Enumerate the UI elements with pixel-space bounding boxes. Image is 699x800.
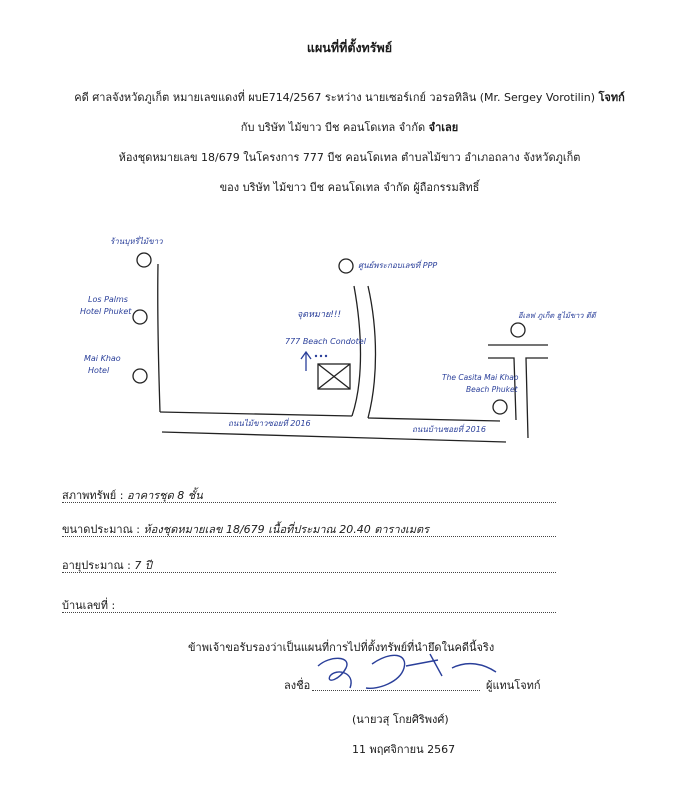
main-road-upper-left — [160, 412, 352, 416]
label-top-left-shop: ร้านบุหรี่ไม้ขาว — [110, 237, 163, 246]
center-road-right-edge — [368, 286, 376, 418]
defendant-text: กับ บริษัท ไม้ขาว บีช คอนโดเทล จำกัด — [240, 121, 426, 134]
certification-text: ข้าพเจ้าขอรับรองว่าเป็นแผนที่การไปที่ตั้งทรัพย์ที่นำยึดในคดีนี้จริง — [188, 641, 495, 654]
document-title: แผนที่ที่ตั้งทรัพย์ — [306, 40, 393, 55]
property-type-label: สภาพทรัพย์ : — [62, 489, 124, 502]
signer-name: (นายวสุ โกยศิริพงศ์) — [352, 713, 449, 726]
signature-icon — [318, 654, 496, 688]
document-date: 11 พฤศจิกายน 2567 — [352, 743, 456, 756]
plaintiff-role: โจทก์ — [598, 91, 625, 104]
center-road-left-edge — [352, 286, 361, 416]
casita-marker — [493, 400, 507, 414]
top-center-marker — [339, 259, 353, 273]
dot-icon — [320, 355, 322, 357]
label-casita-2: Beach Phuket — [466, 385, 518, 394]
label-road-right: ถนนบ้านซอยที่ 2016 — [412, 425, 486, 434]
los-palms-marker — [133, 310, 147, 324]
label-mai-khao-2: Hotel — [88, 366, 110, 375]
case-text: คดี ศาลจังหวัดภูเก็ต หมายเลขแดงที่ ผบE714/2567 ระหว่าง นายเซอร์เกย์ วอรอทิลิน (Mr. Sergey Vorotilin) — [74, 91, 595, 104]
label-mai-khao-1: Mai Khao — [84, 354, 121, 363]
property-type-dotline — [62, 502, 556, 503]
age-label: อายุประมาณ : — [62, 559, 131, 572]
main-road-upper-right — [368, 418, 500, 421]
label-los-palms-1: Los Palms — [88, 295, 128, 304]
shop-marker — [137, 253, 151, 267]
size-dotline — [62, 536, 556, 537]
mai-khao-hotel-marker — [133, 369, 147, 383]
label-top-center: ศูนย์พระกอบเลขที่ PPP — [358, 261, 438, 270]
signer-role: ผู้แทนโจทก์ — [486, 679, 541, 692]
age-dotline — [62, 572, 556, 573]
age-value: 7 ปี — [134, 559, 152, 572]
left-road-edge — [158, 264, 160, 412]
dot-icon — [315, 355, 317, 357]
unit-location-line: ห้องชุดหมายเลข 18/679 ในโครงการ 777 บีช คอนโดเทล ตำบลไม้ขาว อำเภอถลาง จังหวัดภูเก็ต — [118, 151, 581, 164]
right-road-right-edge — [526, 358, 548, 438]
signature-dotline — [312, 690, 480, 691]
label-target-2: 777 Beach Condotel — [285, 337, 366, 346]
target-building-cross — [318, 364, 350, 389]
property-type-value: อาคารชุด 8 ชั้น — [126, 489, 203, 502]
size-value: ห้องชุดหมายเลข 18/679 เนื้อที่ประมาณ 20.40 ตารางเมตร — [143, 523, 430, 536]
house-number-label: บ้านเลขที่ : — [62, 599, 116, 612]
sign-label: ลงชื่อ — [284, 679, 311, 692]
dot-icon — [325, 355, 327, 357]
label-casita-1: The Casita Mai Khao — [442, 373, 519, 382]
top-right-marker — [511, 323, 525, 337]
label-los-palms-2: Hotel Phuket — [80, 307, 132, 316]
label-target-1: จุดหมาย!!! — [297, 310, 342, 320]
size-label: ขนาดประมาณ : — [62, 523, 140, 536]
label-top-right: อีเลฟ ภูเก็ต ฮูไม้ขาว ดีดี — [518, 311, 596, 320]
label-road-left: ถนนไม้ขาวซอยที่ 2016 — [228, 419, 311, 428]
owner-line: ของ บริษัท ไม้ขาว บีช คอนโดเทล จำกัด ผู้ถือกรรมสิทธิ์ — [219, 181, 480, 194]
defendant-role: จำเลย — [428, 121, 459, 134]
house-number-dotline — [62, 612, 556, 613]
